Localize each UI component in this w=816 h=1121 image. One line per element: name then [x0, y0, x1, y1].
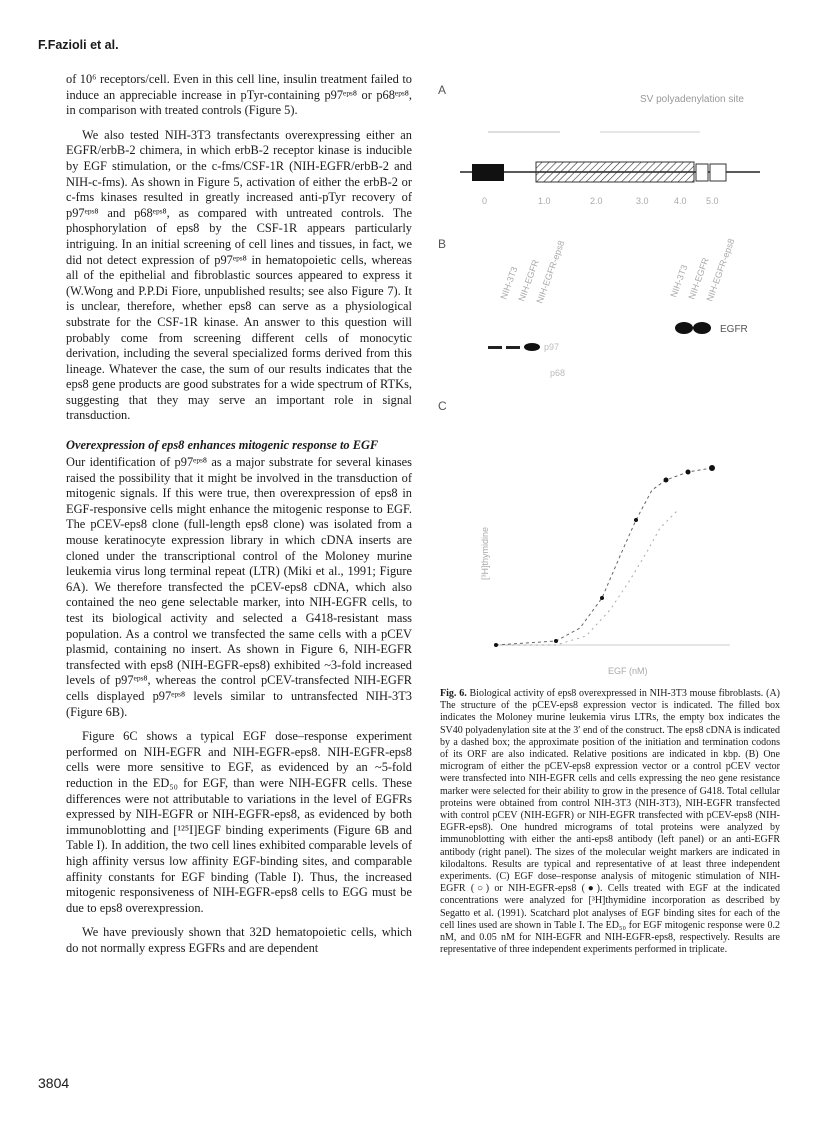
- data-point-eps8: [554, 639, 558, 643]
- caption-text: Biological activity of eps8 overexpressed in NIH-3T3 mouse fibroblasts. (A) The structure of the pCEV-eps8 expression vector is indicated. The filled box indicates the Moloney murine leukemia virus LTRs, the empty box indicates the SV40 polyadenylation site at the 3′ end of the construct. The eps8 cDNA is indicated by a dashed box; the approximate position of the initiation and termination codons of its ORF are also indicated. Relative positions are indicated in kbp. (B) One microgram of either the pCEV-eps8 expression vector or a control pCEV vector were transfected into NIH-EGFR cells and cells expressing the neo gene resistance marker were selected for their ability to grow in the presence of G418. Total cellular proteins were obtained from control NIH-3T3 (NIH-3T3), NIH-EGFR transfected with control pCEV (NIH-EGFR) or NIH-EGFR transfected with pCEV-eps8 (NIH-EGFR-eps8). One hundred micrograms of total proteins were analyzed by immunoblotting with either the anti-eps8 antibody (left panel) or an anti-EGFR antibody (right panel). The sizes of the molecular weight markers are indicated in kilodaltons. Results are typical and representative of at least three independent experiments. (C) EGF dose–response analysis of mitogenic stimulation of NIH-EGFR (○) or NIH-EGFR-eps8 (●). Cells treated with EGF at the indicated concentrations were analyzed for [³H]thymidine incorporation as described by Segatto et al. (1991). Scatchard plot analyses of EGF binding sites for each of the cell lines used are shown in Table I. The ED₅₀ for EGF mitogenic response were 0.2 nM, and 0.05 nM for NIH-EGFR and NIH-EGFR-eps8, respectively. Results are representative of three independent experiments performed in triplicate.: [440, 688, 780, 956]
- paragraph-1: of 10⁶ receptors/cell. Even in this cell line, insulin treatment failed to induce an appreciable increase in pTyr-containing p97ᵉᵖˢ⁸ or p68ᵉᵖˢ⁸, in comparison with treated controls (Figure 5).: [66, 72, 412, 118]
- panel-a-label: A: [438, 83, 447, 97]
- section-heading: Overexpression of eps8 enhances mitogenic response to EGF: [66, 438, 379, 453]
- data-point-eps8: [709, 465, 715, 471]
- ltr-box-3prime: [710, 164, 726, 181]
- data-point-eps8: [686, 470, 691, 475]
- data-point-eps8: [664, 478, 669, 483]
- panel-c-y-axis-label: [³H]thymidine: [480, 526, 490, 580]
- panel-b-label: B: [438, 237, 447, 251]
- scale-tick: 4.0: [674, 196, 687, 206]
- lane-label-right: NIH-EGFR: [686, 256, 711, 301]
- data-point-eps8: [494, 643, 498, 647]
- scale-tick: 1.0: [538, 196, 551, 206]
- scale-tick: 0: [482, 196, 488, 206]
- page-number: 3804: [38, 1075, 70, 1091]
- p97-band: [488, 346, 502, 349]
- paragraph-3: Our identification of p97ᵉᵖˢ⁸ as a major substrate for several kinases raised the possibility that it might be involved in the transduction of mitogenic signals. If this were true, then overexpression of eps8 in EGF-responsive cells might enhance the mitogenic response to EGF. The pCEV-eps8 clone (full-length eps8 clone) was isolated from a mouse keratinocyte expression library in which cDNA inserts are cloned under the transcriptional control of the Moloney murine leukemia virus long terminal repeat (LTR) (Miki et al., 1991; Figure 6A). We therefore transfected the pCEV-eps8 cDNA, which also contained the neo gene selectable marker, into NIH-EGFR cells, to test its biological activity and selected a G418-resistant mass population. As a control we transfected the same cells with a pCEV plasmid, containing no insert. As shown in Figure 6, NIH-EGFR transfected with eps8 (NIH-EGFR-eps8) exhibited ~3-fold increased levels of p97ᵉᵖˢ⁸, whereas the control pCEV-transfected NIH-EGFR cells displayed p97ᵉᵖˢ⁸ levels similar to untransfected NIH-3T3 (Figure 6B).: [66, 455, 412, 719]
- panel-c-x-axis-label: EGF (nM): [608, 666, 648, 676]
- body-column: [66, 72, 412, 965]
- scale-tick: 2.0: [590, 196, 603, 206]
- eps8-cdna-dashed-box: [536, 162, 694, 182]
- data-point-eps8: [600, 596, 604, 600]
- figure-caption: [440, 688, 780, 956]
- ltr-box-filled: [472, 164, 504, 181]
- p97-band-strong: [524, 343, 540, 351]
- dose-response-curve-egfr: [500, 510, 678, 645]
- band-label-egfr: EGFR: [720, 324, 748, 335]
- lane-label-left: NIH-EGFR: [516, 258, 541, 303]
- paragraph-5: We have previously shown that 32D hematopoietic cells, which do not normally express EGFRs and are dependent: [66, 925, 412, 955]
- running-header: F.Fazioli et al.: [38, 38, 119, 52]
- panel-c-label: C: [438, 399, 447, 413]
- dose-response-curve-eps8: [496, 468, 712, 645]
- figure-6: [440, 80, 776, 680]
- lane-label-right: NIH-EGFR-eps8: [704, 237, 737, 303]
- scale-tick: 3.0: [636, 196, 649, 206]
- caption-figure-label: Fig. 6.: [440, 688, 467, 699]
- paragraph-4: Figure 6C shows a typical EGF dose–response experiment performed on NIH-EGFR and NIH-EGFR-eps8. NIH-EGFR-eps8 cells were more sensitive to EGF, as evidenced by an ~5-fold reduction in the ED₅₀ for EGF, than were NIH-EGFR cells. These differences were not attributable to variations in the level of EGFRs expressed by NIH-EGFR or NIH-EGFR-eps8, as evidenced by both immunoblotting and [¹²⁵I]EGF binding experiments (Figure 6B and Table I). In addition, the two cell lines exhibited comparable levels of high affinity versus low affinity EGF-binding sites, and comparable affinity constants for EGF binding (Table I). Thus, the increased mitogenic responsiveness of NIH-EGFR-eps8 cells to EGG must be due to eps8 overexpression.: [66, 729, 412, 915]
- egfr-band: [693, 322, 711, 334]
- band-label-p68: p68: [550, 368, 566, 378]
- egfr-band: [675, 322, 693, 334]
- paragraph-2: We also tested NIH-3T3 transfectants overexpressing either an EGFR/erbB-2 chimera, in which erbB-2 receptor kinase is inducible by EGF stimulation, or the c-fms/CSF-1R (NIH-EGFR/erbB-2 and NIH-c-fms). As shown in Figure 5, activation of either the erbB-2 or c-fms kinases resulted in greatly increased anti-pTyr recovery of p97ᵉᵖˢ⁸ and p68ᵉᵖˢ⁸, as compared with untreated controls. The phosphorylation of eps8 by the CSF-1R appears particularly intriguing. In an initial screening of cell lines and tissues, in fact, we did not detect expression of p97ᵉᵖˢ⁸ in hematopoietic cells, whereas all of the epithelial and fibroblastic sources appeared to express it (W.Wong and P.P.Di Fiore, unpublished results; see also Figure 7). It is unclear, therefore, whether eps8 can serve as a physiological substrate for the CSF-1R kinase. An answer to this question will probably come from screening different cells of monocytic derivation, including the several specialized forms derived from this lineage. Whatever the case, the sum of our results indicates that the eps8 gene products are good substrates for a wide spectrum of RTKs, suggesting that they may serve an important role in signal transduction.: [66, 127, 412, 423]
- sv40-box-empty: [696, 164, 708, 181]
- data-point-eps8: [634, 518, 638, 522]
- p97-band: [506, 346, 520, 349]
- lane-label-left: NIH-EGFR-eps8: [534, 239, 567, 305]
- band-label-p97: p97: [544, 342, 560, 352]
- panel-a-top-label: SV polyadenylation site: [640, 94, 744, 105]
- scale-tick: 5.0: [706, 196, 719, 206]
- lane-label-left: NIH-3T3: [498, 265, 520, 301]
- lane-label-right: NIH-3T3: [668, 263, 690, 299]
